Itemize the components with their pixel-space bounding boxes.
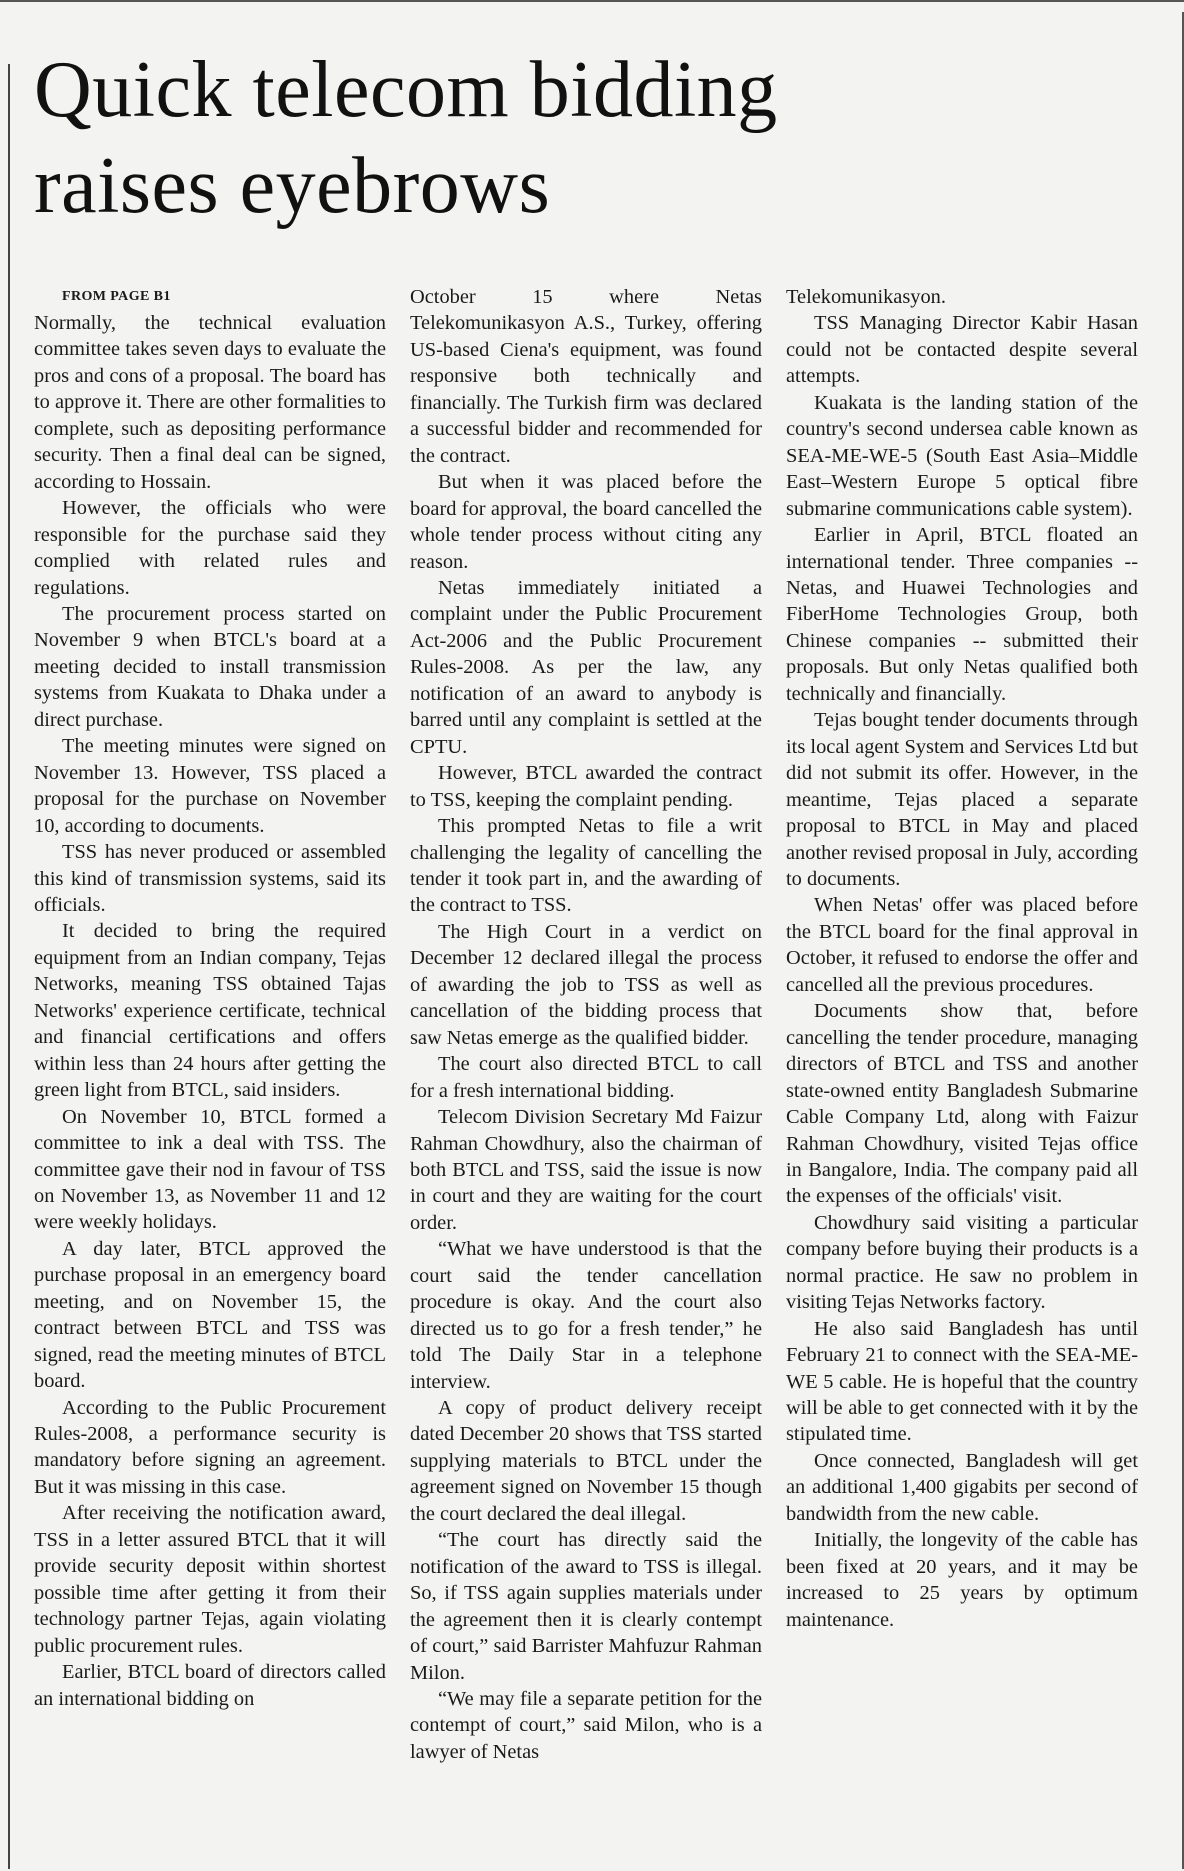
paragraph: TSS has never produced or assembled this kind of transmission systems, said its officials. [34,841,386,916]
paragraph: The court also directed BTCL to call for a fresh international bidding. [410,1053,762,1102]
paragraph: “We may file a separate petition for the contempt of court,” said Milon, who is a lawyer of Netas [410,1688,762,1763]
paragraph: However, the officials who were responsible for the purchase said they complied with related rules and regulations. [34,497,386,599]
paragraph: A day later, BTCL approved the purchase proposal in an emergency board meeting, and on November 15, the contract between BTCL and TSS was signed, read the meeting minutes of BTCL board. [34,1237,386,1393]
paragraph: The meeting minutes were signed on November 13. However, TSS placed a proposal for the purchase on November 10, according to documents. [34,735,386,837]
headline-line-2: raises eyebrows [34,142,551,230]
paragraph: “The court has directly said the notification of the award to TSS is illegal. So, if TSS again supplies materials under the agreement then it is clearly contempt of court,” said Barrister Mahfuzur Rahman Milon. [410,1529,762,1684]
paragraph-continued: October 15 where Netas Telekomunikasyon A.S., Turkey, offering US-based Ciena's equipment, was found responsive both technically and financially. The Turkish firm was declared a successful bidder and recommended for the contract. [410,286,762,467]
paragraph: It decided to bring the required equipment from an Indian company, Tejas Networks, meaning TSS obtained Tajas Networks' experience certificate, technical and financial certifications and offers within less than 24 hours after getting the green light from BTCL, said insiders. [34,920,386,1102]
article-body [34,284,1164,1871]
headline [34,42,1154,234]
paragraph: Tejas bought tender documents through its local agent System and Services Ltd but did not submit its offer. However, in the meantime, Tejas placed a separate proposal to BTCL in May and placed another revised proposal in July, according to documents. [786,709,1138,890]
paragraph-continued: Telekomunikasyon. [786,286,946,308]
kicker-from-page: FROM PAGE B1 [62,289,171,304]
left-border-rule [8,64,10,1869]
paragraph: Telecom Division Secretary Md Faizur Rahman Chowdhury, also the chairman of both BTCL and TSS, said the issue is now in court and they are waiting for the court order. [410,1106,762,1234]
paragraph: According to the Public Procurement Rules-2008, a performance security is mandatory before signing an agreement. But it was missing in this case. [34,1396,386,1498]
paragraph: On November 10, BTCL formed a committee to ink a deal with TSS. The committee gave their nod in favour of TSS on November 13, as November 11 and 12 were weekly holidays. [34,1105,386,1234]
paragraph: Documents show that, before cancelling the tender procedure, managing directors of BTCL and TSS and another state-owned entity Bangladesh Submarine Cable Company Ltd, along with Faizur Rahman Chowdhury, visited Tejas office in Bangalore, India. The company paid all the expenses of the officials' visit. [786,1000,1138,1208]
paragraph: “What we have understood is that the court said the tender cancellation procedure is okay. And the court also directed us to go for a fresh tender,” he told The Daily Star in a telephone interview. [410,1238,762,1393]
paragraph: TSS Managing Director Kabir Hasan could not be contacted despite several attempts. [786,312,1138,388]
paragraph: Once connected, Bangladesh will get an additional 1,400 gigabits per second of bandwidth from the new cable. [786,1449,1138,1525]
paragraph: A copy of product delivery receipt dated December 20 shows that TSS started supplying materials to BTCL under the agreement signed on November 15 though the court declared the deal illegal. [410,1397,762,1525]
paragraph: He also said Bangladesh has until February 21 to connect with the SEA-ME-WE 5 cable. He is hopeful that the country will be able to get connected with it by the stipulated time. [786,1317,1138,1446]
paragraph: However, BTCL awarded the contract to TSS, keeping the complaint pending. [410,762,762,811]
paragraph: This prompted Netas to file a writ challenging the legality of cancelling the tender it took part in, and the awarding of the contract to TSS. [410,815,762,917]
paragraph: The High Court in a verdict on December 12 declared illegal the process of awarding the job to TSS as well as cancellation of the bidding process that saw Netas emerge as the qualified bidder. [410,920,762,1049]
paragraph: Earlier, BTCL board of directors called an international bidding on [34,1661,386,1710]
paragraph: When Netas' offer was placed before the BTCL board for the final approval in October, it refused to endorse the offer and cancelled all the previous procedures. [786,894,1138,996]
paragraph: The procurement process started on November 9 when BTCL's board at a meeting decided to install transmission systems from Kuakata to Dhaka under a direct purchase. [34,602,386,731]
headline-line-1: Quick telecom bidding [34,46,778,134]
paragraph: Kuakata is the landing station of the country's second undersea cable known as SEA-ME-WE-5 (South East Asia–Middle East–Western Europe 5 optical fibre submarine communications cable system). [786,391,1138,520]
article-column-3 [786,284,1138,1633]
paragraph: Initially, the longevity of the cable has been fixed at 20 years, and it may be increased to 25 years by optimum maintenance. [786,1529,1138,1631]
paragraph: After receiving the notification award, TSS in a letter assured BTCL that it will provide security deposit within shortest possible time after getting it from their technology partner Tejas, again violating public procurement rules. [34,1502,386,1657]
paragraph: Chowdhury said visiting a particular company before buying their products is a normal practice. He saw no problem in visiting Tejas Networks factory. [786,1211,1138,1314]
article-column-2 [410,284,762,1765]
paragraph: Netas immediately initiated a complaint under the Public Procurement Act-2006 and the Public Procurement Rules-2008. As per the law, any notification of an award to anybody is barred until any complaint is settled at the CPTU. [410,576,762,758]
paragraph: Earlier in April, BTCL floated an international tender. Three companies -- Netas, and Huawei Technologies and FiberHome Technologies Group, both Chinese companies -- submitted their proposals. But only Netas qualified both technically and financially. [786,524,1138,705]
paragraph: But when it was placed before the board for approval, the board cancelled the whole tender process without citing any reason. [410,471,762,573]
paragraph: Normally, the technical evaluation committee takes seven days to evaluate the pros and cons of a proposal. The board has to approve it. There are other formalities to complete, such as depositing performance security. Then a final deal can be signed, according to Hossain. [34,312,386,493]
article-column-1 [34,284,386,1712]
